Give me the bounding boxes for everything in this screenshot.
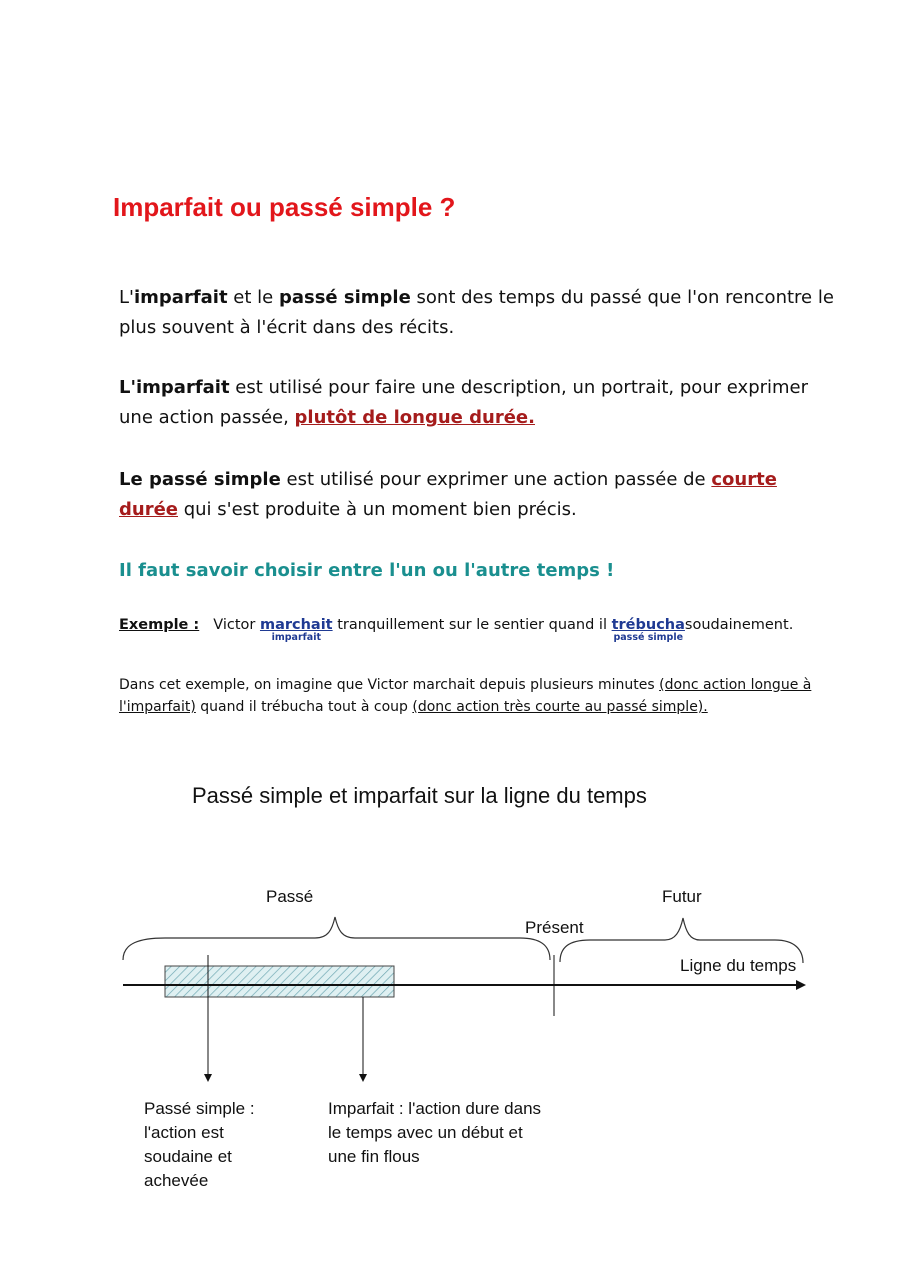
example-label: Exemple : (119, 617, 200, 633)
text: qui s'est produite à un moment bien précis. (178, 499, 577, 520)
text: est utilisé pour exprimer une action passée de (280, 469, 712, 490)
label-ligne-du-temps: Ligne du temps (680, 956, 797, 975)
passe-brace (123, 917, 550, 960)
text: tranquillement sur le sentier quand il (332, 617, 612, 633)
text: Dans cet exemple, on imagine que Victor marchait depuis plusieurs minutes (119, 677, 660, 693)
page-title: Imparfait ou passé simple ? (113, 192, 456, 222)
text: soudainement. (684, 617, 794, 633)
verb-text: trébucha (611, 617, 685, 633)
emphasis-courte-duree: courte durée (119, 469, 777, 520)
bold-term: Le passé simple (119, 469, 281, 490)
time-line-arrowhead (796, 980, 806, 990)
text: Victor (213, 617, 260, 633)
text: et le (227, 287, 279, 308)
caption-imparfait: Imparfait : l'action dure dans le temps avec un début et une fin flous (328, 1099, 542, 1166)
tense-tag-passe-simple: passé simple (613, 632, 684, 643)
underlined-note: (donc action très courte au passé simple). (412, 699, 708, 715)
emphasis-longue-duree: plutôt de longue durée. (294, 407, 535, 428)
text: L' (119, 287, 134, 308)
caption-passe-simple: Passé simple : l'action est soudaine et achevée (144, 1099, 255, 1190)
verb-text: marchait (259, 617, 333, 633)
text: sont des temps du passé que l'on rencontre le plus souvent à l'écrit dans des récits. (119, 287, 834, 338)
highlight-sentence: Il faut savoir choisir entre l'un ou l'autre temps ! (119, 560, 615, 581)
label-present: Présent (525, 918, 584, 937)
bold-term: L'imparfait (119, 377, 230, 398)
underlined-note: (donc action longue à l'imparfait) (119, 677, 812, 715)
imparfait-duration-box (165, 966, 394, 997)
bold-term-imparfait: imparfait (133, 287, 228, 308)
label-futur: Futur (662, 887, 702, 906)
text: est utilisé pour faire une description, un portrait, pour exprimer une action passée, (119, 377, 809, 428)
label-passe: Passé (266, 887, 314, 906)
tense-tag-imparfait: imparfait (271, 632, 321, 643)
bold-term-passe-simple: passé simple (278, 287, 411, 308)
diagram-title: Passé simple et imparfait sur la ligne du temps (192, 783, 647, 808)
text: quand il trébucha tout à coup (195, 699, 413, 715)
